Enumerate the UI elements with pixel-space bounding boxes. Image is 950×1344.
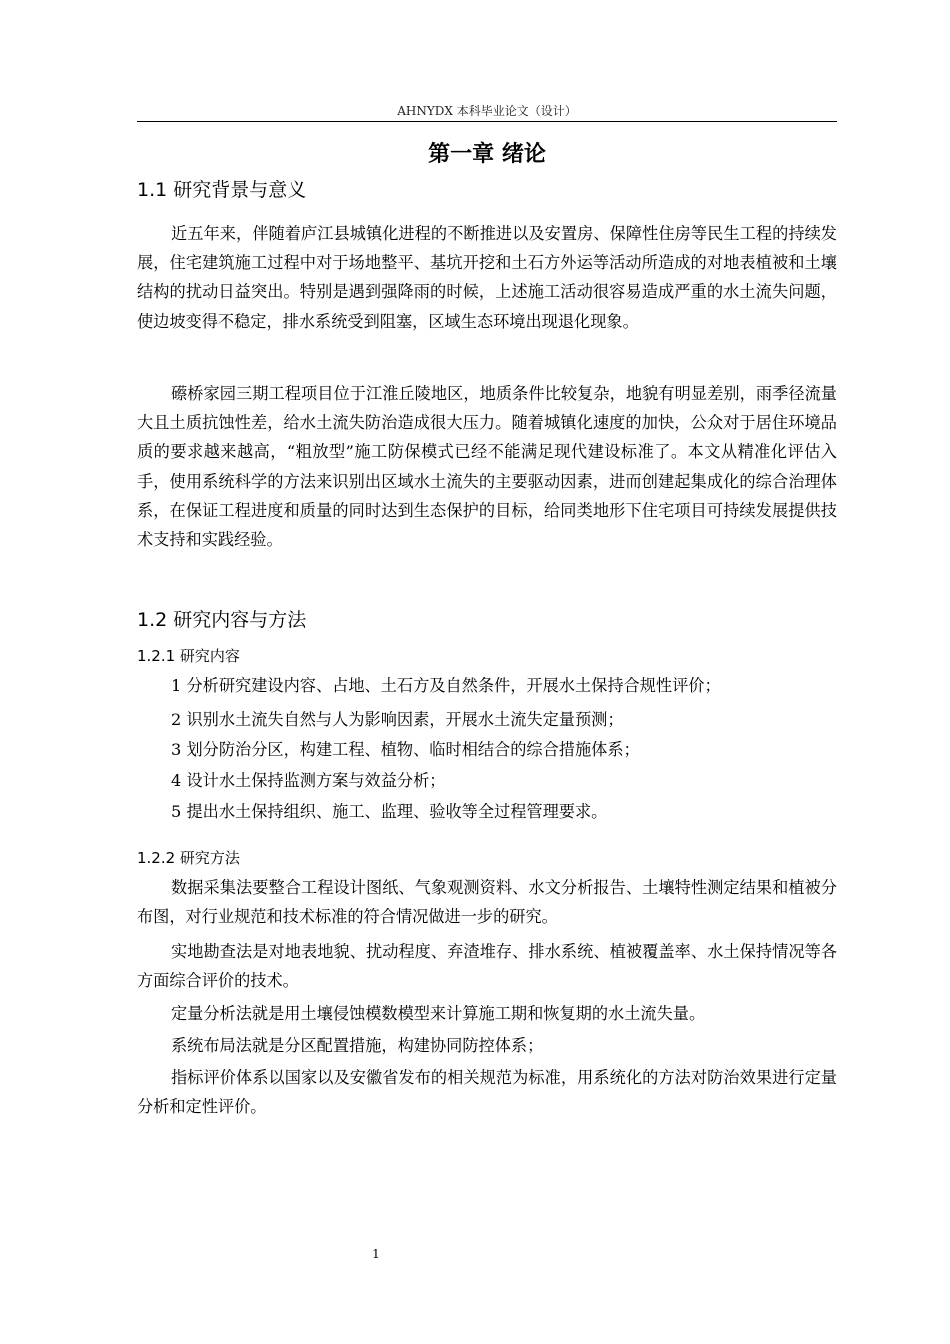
list-item: 3 划分防治分区，构建工程、植物、临时相结合的综合措施体系；	[171, 740, 640, 759]
running-header: AHNYDX 本科毕业论文（设计）	[397, 104, 577, 118]
body-paragraph: 实地勘查法是对地表地貌、扰动程度、弃渣堆存、排水系统、植被覆盖率、水土保持情况等各方面综合评价的技术。	[137, 942, 837, 991]
subsection-heading-1-2-1: 1.2.1 研究内容	[137, 647, 240, 665]
body-paragraph: 指标评价体系以国家以及安徽省发布的相关规范为标准，用系统化的方法对防治效果进行定量分析和定性评价。	[137, 1068, 837, 1117]
list-item: 1 分析研究建设内容、占地、土石方及自然条件，开展水土保持合规性评价；	[171, 676, 721, 695]
section-heading-1-2: 1.2 研究内容与方法	[137, 609, 307, 631]
body-paragraph: 系统布局法就是分区配置措施，构建协同防控体系；	[171, 1036, 544, 1055]
body-paragraph: 定量分析法就是用土壤侵蚀模数模型来计算施工期和恢复期的水土流失量。	[171, 1004, 706, 1023]
body-paragraph: 近五年来，伴随着庐江县城镇化进程的不断推进以及安置房、保障性住房等民生工程的持续发展，住宅建筑施工过程中对于场地整平、基坑开挖和土石方外运等活动所造成的对地表植被和土壤结构的扰动日益突出。特别是遇到强降雨的时候，上述施工活动很容易造成严重的水土流失问题，使边坡变得不稳定，排水系统受到阻塞，区域生态环境出现退化现象。	[137, 224, 837, 331]
list-item: 5 提出水土保持组织、施工、监理、验收等全过程管理要求。	[171, 802, 608, 821]
chapter-title: 第一章 绪论	[428, 142, 546, 167]
body-paragraph: 数据采集法要整合工程设计图纸、气象观测资料、水文分析报告、土壤特性测定结果和植被分布图，对行业规范和技术标准的符合情况做进一步的研究。	[137, 878, 837, 927]
subsection-heading-1-2-2: 1.2.2 研究方法	[137, 849, 240, 867]
page-number: 1	[372, 1247, 380, 1261]
section-heading-1-1: 1.1 研究背景与意义	[137, 179, 307, 201]
list-item: 2 识别水土流失自然与人为影响因素，开展水土流失定量预测；	[171, 710, 624, 729]
list-item: 4 设计水土保持监测方案与效益分析；	[171, 771, 446, 790]
header-rule	[137, 121, 837, 122]
body-paragraph: 礤桥家园三期工程项目位于江淮丘陵地区，地质条件比较复杂，地貌有明显差别，雨季径流量大且土质抗蚀性差，给水土流失防治造成很大压力。随着城镇化速度的加快，公众对于居住环境品质的要求越来越高，“粗放型”施工防保模式已经不能满足现代建设标准了。本文从精准化评估入手，使用系统科学的方法来识别出区域水土流失的主要驱动因素，进而创建起集成化的综合治理体系，在保证工程进度和质量的同时达到生态保护的目标，给同类地形下住宅项目可持续发展提供技术支持和实践经验。	[137, 384, 837, 550]
